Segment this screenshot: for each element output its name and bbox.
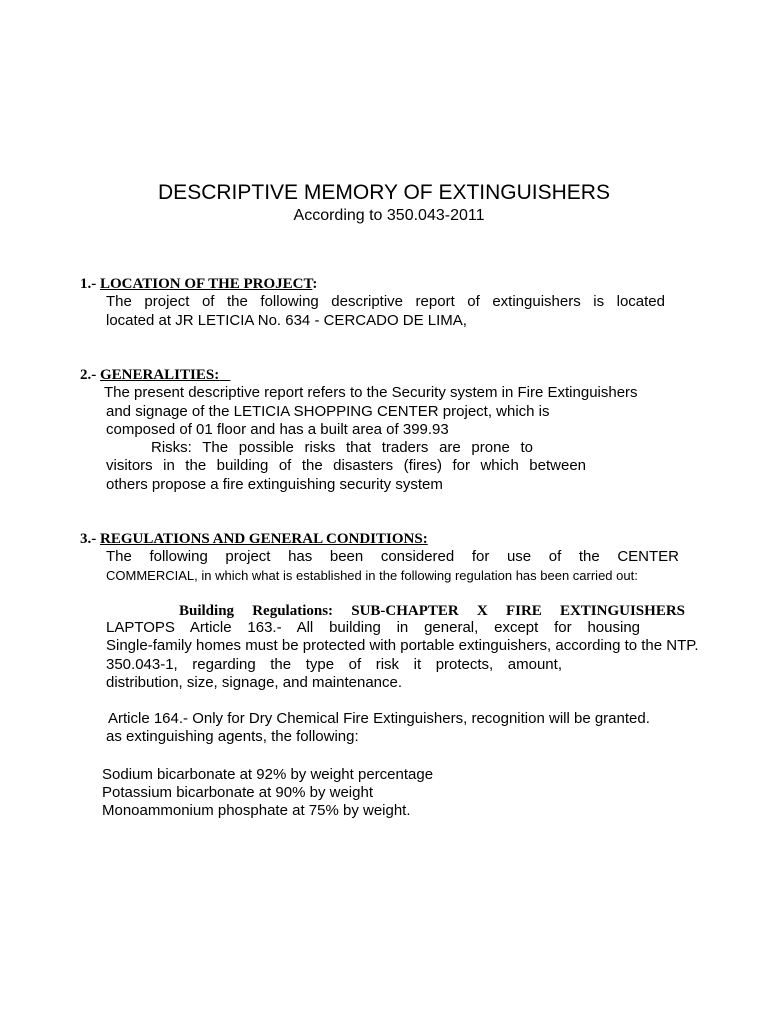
section-3-title: REGULATIONS AND GENERAL CONDITIONS: <box>100 531 428 547</box>
building-regulations-subheading: Building Regulations: SUB-CHAPTER X FIRE EXTINGUISHERS <box>179 603 685 619</box>
article-164-line: Article 164.- Only for Dry Chemical Fire Extinguishers, recognition will be granted. <box>108 710 650 727</box>
section-2-line: The present descriptive report refers to the Security system in Fire Extinguishers <box>104 384 638 401</box>
section-2-heading <box>80 366 230 384</box>
section-2-title: GENERALITIES: <box>100 367 220 383</box>
section-1-title: LOCATION OF THE PROJECT <box>100 276 313 292</box>
section-3-heading <box>80 530 428 548</box>
article-163-line: Single-family homes must be protected with portable extinguishers, according to the NTP. <box>106 637 699 654</box>
section-2-line: Risks: The possible risks that traders are prone to <box>151 439 533 456</box>
section-3-number: 3.- <box>80 531 100 547</box>
section-2-number: 2.- <box>80 367 100 383</box>
agent-list-item: Sodium bicarbonate at 92% by weight percentage <box>102 766 434 783</box>
section-2-line: others propose a fire extinguishing security system <box>106 476 443 493</box>
section-1-heading <box>80 275 317 293</box>
section-1-line: The project of the following descriptive report of extinguishers is located <box>106 293 665 310</box>
article-163-line: distribution, size, signage, and maintenance. <box>106 674 403 691</box>
section-1-line: located at JR LETICIA No. 634 - CERCADO DE LIMA, <box>106 312 467 329</box>
section-2-line: and signage of the LETICIA SHOPPING CENTER project, which is <box>106 403 550 420</box>
section-2-line: composed of 01 floor and has a built area of 399.93 <box>106 421 449 438</box>
article-163-line: 350.043-1, regarding the type of risk it protects, amount, <box>106 656 562 673</box>
section-3-line: COMMERCIAL, in which what is established in the following regulation has been carried out: <box>106 568 638 583</box>
document-title: DESCRIPTIVE MEMORY OF EXTINGUISHERS <box>158 181 610 204</box>
section-1-number: 1.- <box>80 276 100 292</box>
article-164-line: as extinguishing agents, the following: <box>106 728 359 745</box>
section-3-line: The following project has been considered for use of the CENTER <box>106 548 679 565</box>
agent-list-item: Potassium bicarbonate at 90% by weight <box>102 784 373 801</box>
article-163-line: LAPTOPS Article 163.- All building in general, except for housing <box>106 619 640 636</box>
section-2-line: visitors in the building of the disasters (fires) for which between <box>106 457 586 474</box>
agent-list-item: Monoammonium phosphate at 75% by weight. <box>102 802 411 819</box>
section-1-colon: : <box>312 276 318 292</box>
document-subtitle: According to 350.043-2011 <box>293 207 485 224</box>
